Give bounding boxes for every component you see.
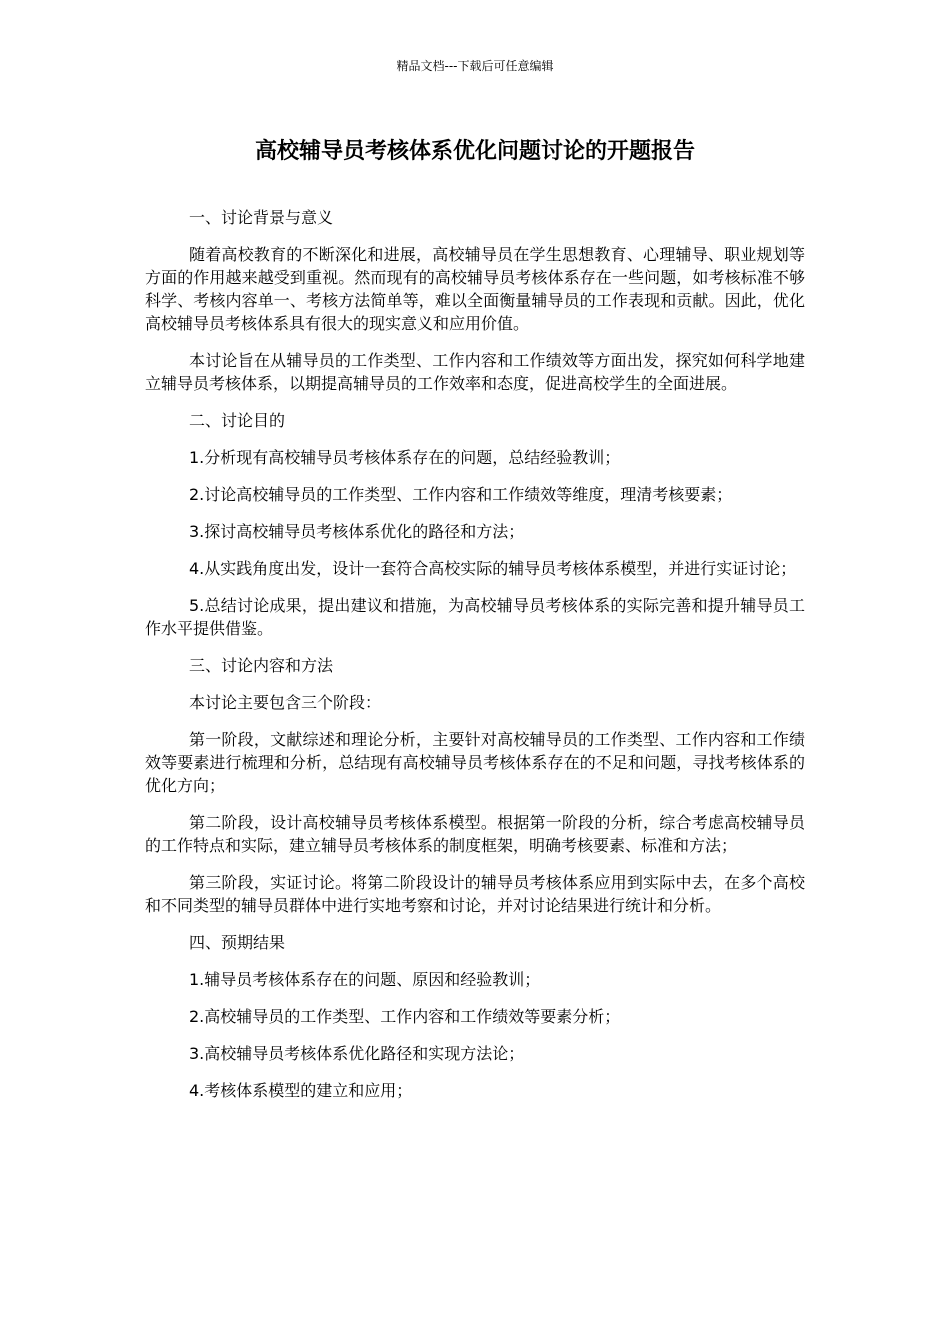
stage-item: 第三阶段，实证讨论。将第二阶段设计的辅导员考核体系应用到实际中去，在多个高校和不同类型的辅导员群体中进行实地考察和讨论，并对讨论结果进行统计和分析。 xyxy=(145,873,805,915)
paragraph-stages-intro: 本讨论主要包含三个阶段： xyxy=(189,693,382,712)
section-heading-background: 一、讨论背景与意义 xyxy=(189,208,334,227)
document-title: 高校辅导员考核体系优化问题讨论的开题报告 xyxy=(254,139,695,164)
purpose-item: 2.讨论高校辅导员的工作类型、工作内容和工作绩效等维度，理清考核要素； xyxy=(189,485,733,504)
purpose-item: 4.从实践角度出发，设计一套符合高校实际的辅导员考核体系模型，并进行实证讨论； xyxy=(189,559,797,578)
purpose-item: 1.分析现有高校辅导员考核体系存在的问题，总结经验教训； xyxy=(189,448,621,467)
purpose-item: 3.探讨高校辅导员考核体系优化的路径和方法； xyxy=(189,522,525,541)
result-item: 4.考核体系模型的建立和应用； xyxy=(189,1081,413,1100)
section-heading-content-method: 三、讨论内容和方法 xyxy=(189,656,334,675)
section-heading-expected-results: 四、预期结果 xyxy=(189,933,286,952)
stage-item: 第一阶段，文献综述和理论分析，主要针对高校辅导员的工作类型、工作内容和工作绩效等要素进行梳理和分析，总结现有高校辅导员考核体系存在的不足和问题，寻找考核体系的优化方向； xyxy=(145,730,805,795)
section-heading-purpose: 二、讨论目的 xyxy=(189,411,286,430)
document-body xyxy=(145,206,805,1116)
result-item: 2.高校辅导员的工作类型、工作内容和工作绩效等要素分析； xyxy=(189,1007,621,1026)
paragraph-aim: 本讨论旨在从辅导员的工作类型、工作内容和工作绩效等方面出发，探究如何科学地建立辅导员考核体系，以期提高辅导员的工作效率和态度，促进高校学生的全面进展。 xyxy=(145,351,805,393)
header-note: 精品文档---下载后可任意编辑 xyxy=(396,59,554,73)
paragraph-background: 随着高校教育的不断深化和进展，高校辅导员在学生思想教育、心理辅导、职业规划等方面的作用越来越受到重视。然而现有的高校辅导员考核体系存在一些问题，如考核标准不够科学、考核内容单一、考核方法简单等，难以全面衡量辅导员的工作表现和贡献。因此，优化高校辅导员考核体系具有很大的现实意义和应用价值。 xyxy=(145,245,805,333)
purpose-item: 5.总结讨论成果，提出建议和措施，为高校辅导员考核体系的实际完善和提升辅导员工作水平提供借鉴。 xyxy=(145,596,805,638)
stage-item: 第二阶段，设计高校辅导员考核体系模型。根据第一阶段的分析，综合考虑高校辅导员的工作特点和实际，建立辅导员考核体系的制度框架，明确考核要素、标准和方法； xyxy=(145,813,805,855)
result-item: 1.辅导员考核体系存在的问题、原因和经验教训； xyxy=(189,970,541,989)
result-item: 3.高校辅导员考核体系优化路径和实现方法论； xyxy=(189,1044,525,1063)
